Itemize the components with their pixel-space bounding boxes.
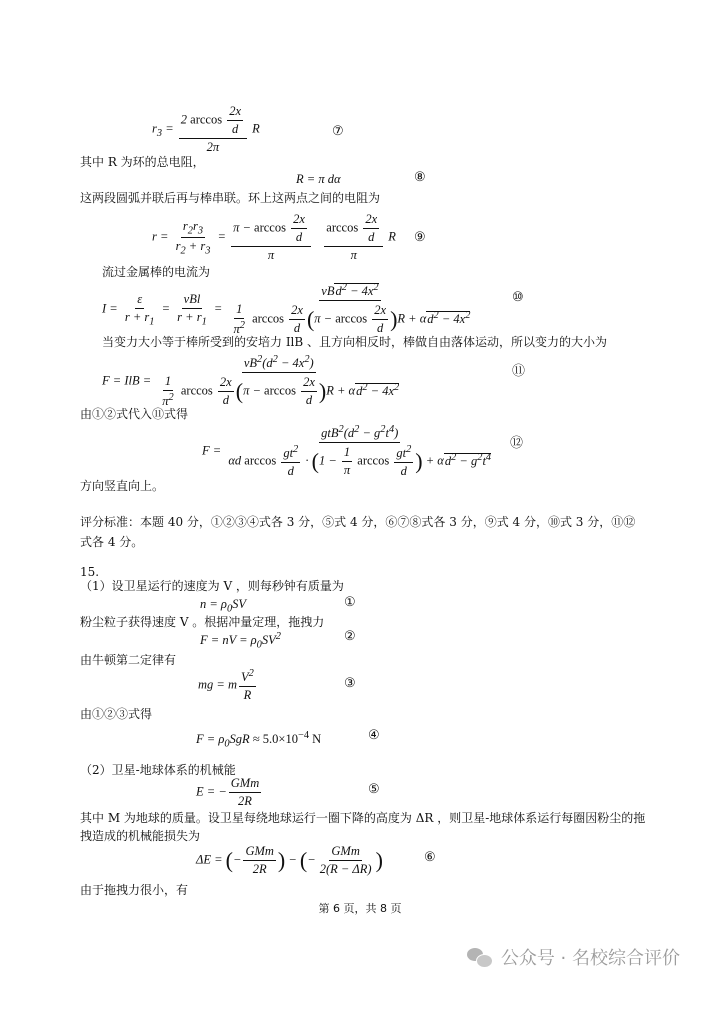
text-line: 这两段圆弧并联后再与棒串联。环上这两点之间的电阻为 — [80, 191, 381, 205]
text-line: （1）设卫星运行的速度为 V ，则每秒钟有质量为 — [80, 579, 344, 593]
text-line: 粉尘粒子获得速度 V 。根据冲量定理，拖拽力 — [80, 615, 325, 629]
text-line: 由①②式代入⑪式得 — [80, 407, 189, 421]
text-line: 由①②③式得 — [80, 707, 153, 721]
equation-tag-s3: ③ — [344, 676, 356, 691]
equation-tag-s2: ② — [344, 629, 356, 644]
question-number: 15. — [80, 565, 100, 579]
equation-tag-s4: ④ — [368, 728, 380, 743]
equation-9: r = $\frac{r_2r_3}{r_2 + r_3}$ = π − arccos $\frac{2x}{d}$ π arccos $\frac{2x}{d}$ π R — [152, 212, 396, 262]
equation-tag-8: ⑧ — [414, 170, 426, 185]
equation-7: $r_3$ = 2 arccos $\frac{2x}{d}$ 2π R — [152, 104, 260, 154]
text-line: 其中 M 为地球的质量。设卫星每绕地球运行一圈下降的高度为 ΔR ，则卫星-地球体系运行每圈因粉尘的拖 — [80, 811, 646, 825]
watermark — [467, 944, 680, 970]
text-line: 流过金属棒的电流为 — [102, 265, 211, 279]
equation-s4: $F = \rho_0SgR \approx 5.0\times 10^{-4}$ N — [196, 730, 322, 750]
equation-s3: mg = m $\frac{V^2}{R}$ — [198, 668, 254, 703]
page-footer: 第 6 页，共 8 页 — [318, 902, 402, 915]
equation-s1: $n = \rho_0SV$ — [200, 597, 247, 615]
equation-tag-11: ⑪ — [512, 364, 526, 379]
equation-tag-7: ⑦ — [332, 124, 344, 139]
equation-s5: E = − $\frac{\text{GMm}}{2R}$ — [196, 776, 260, 808]
grading-criteria: 评分标准：本题 40 分，①②③④式各 3 分，⑤式 4 分，⑥⑦⑧式各 3 分，⑨式 4 分，⑩式 3 分，⑪⑫ — [80, 515, 636, 529]
equation-12: F = $gtB^2(d^2 - g^2t^4)$ αd arccos $\frac{gt^2}{d}$ · (1 − $\frac{1}{\pi}$ arccos $\frac{gt^2}{d}$ ) + $\alpha d^2 - g^2t^4$ — [202, 424, 492, 479]
equation-s2: F = nV = $\rho_0SV^2$ — [200, 631, 281, 651]
equation-tag-s1: ① — [344, 595, 356, 610]
equation-tag-9: ⑨ — [414, 230, 426, 245]
equation-tag-10: ⑩ — [512, 290, 524, 305]
equation-tag-s6: ⑥ — [424, 850, 436, 865]
text-line: （2）卫星-地球体系的机械能 — [80, 763, 236, 777]
text-line: 拽造成的机械能损失为 — [80, 829, 201, 843]
text-line: 方向竖直向上。 — [80, 479, 165, 493]
watermark-text: 公众号 · 名校综合评价 — [500, 948, 680, 969]
equation-8: R = π dα — [296, 172, 341, 186]
text-line: 由牛顿第二定律有 — [80, 653, 177, 667]
equation-10: I = $\frac{\varepsilon}{r + r_1}$ = $\frac{\text{vBl}}{r + r_1}$ = $vBd^2 - 4x^2$ $\frac{1}{\pi^2}$ arccos $\frac{2x}{d}$ (π − arccos $\frac{2x}{d}$ )$R + \alpha d^2 - 4x^2$ — [102, 282, 471, 337]
equation-tag-12: ⑫ — [510, 436, 524, 451]
text-line: 其中 R 为环的总电阻， — [80, 155, 205, 169]
grading-criteria-cont: 式各 4 分。 — [80, 535, 144, 549]
wechat-icon — [467, 946, 493, 968]
text-line: 由于拖拽力很小，有 — [80, 883, 189, 897]
equation-11: F = IlB = $vB^2(d^2 - 4x^2)$ $\frac{1}{\pi^2}$ arccos $\frac{2x}{d}$ (π − arccos $\frac{2x}{d}$ )$R + \alpha d^2 - 4x^2$ — [102, 354, 400, 409]
equation-tag-s5: ⑤ — [368, 782, 380, 797]
equation-s6: ΔE = (− $\frac{\text{GMm}}{2R}$ ) − (− $\frac{\text{GMm}}{2(R - \Delta R)}$ ) — [196, 844, 383, 876]
text-line: 当变力大小等于棒所受到的安培力 IlB 、且方向相反时，棒做自由落体运动，所以变力的大小为 — [102, 335, 608, 349]
